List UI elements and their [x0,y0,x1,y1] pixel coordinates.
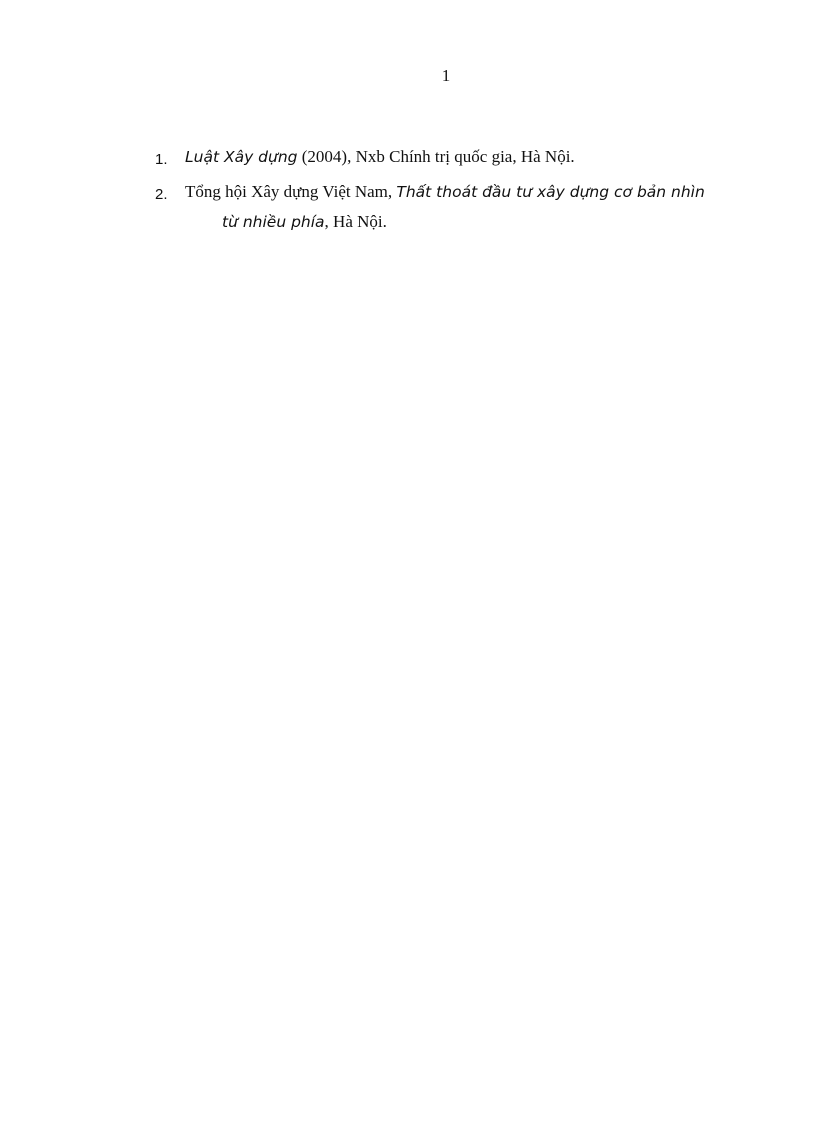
reference-title: Luật Xây dựng [185,148,298,166]
reference-details: (2004), Nxb Chính trị quốc gia, Hà Nội. [297,147,575,166]
reference-number: 2. [155,186,168,203]
reference-item [150,177,750,237]
reference-line-continued [185,207,750,237]
reference-title: Thất thoát đầu tư xây dựng cơ bản nhìn [396,183,705,201]
reference-item [150,142,750,172]
page-number: 1 [441,66,451,85]
reference-line [185,142,750,172]
reference-number: 1. [155,151,168,168]
reference-author: Tổng hội Xây dựng Việt Nam, [185,182,397,201]
reference-line [185,177,750,207]
reference-details: , Hà Nội. [324,212,387,231]
reference-title-continued: từ nhiều phía [222,213,325,231]
reference-list [150,142,750,237]
